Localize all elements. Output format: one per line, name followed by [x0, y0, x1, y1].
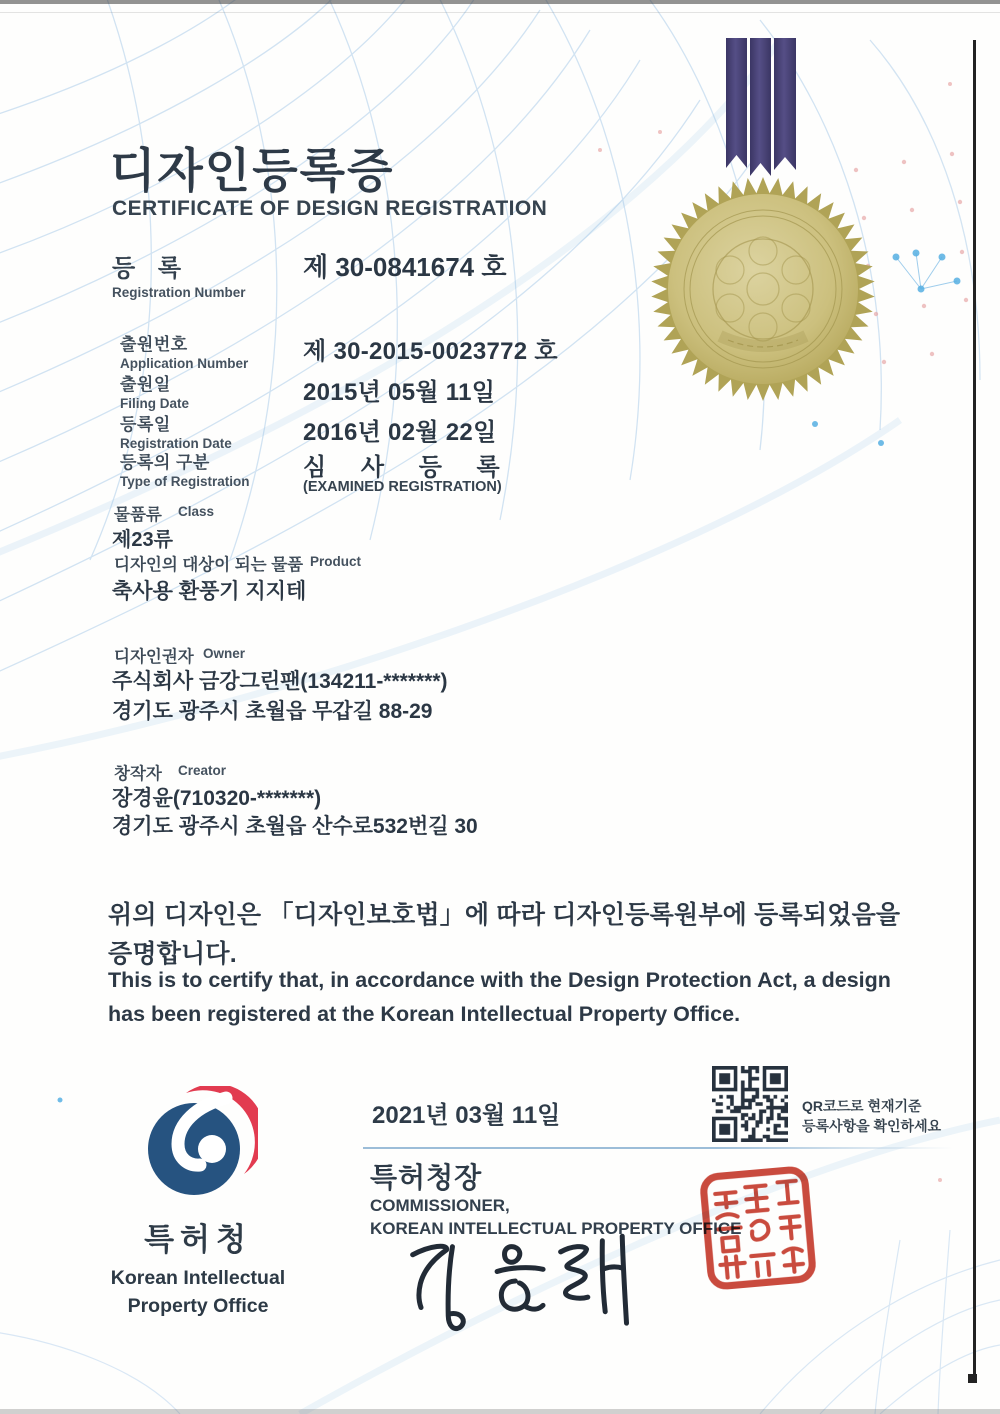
scan-edge-top-faint [0, 12, 1000, 13]
qr-note-line2: 등록사항을 확인하세요 [802, 1118, 942, 1134]
product-label-en: Product [310, 554, 362, 569]
qr-note [802, 1096, 941, 1136]
commissioner-line2: KOREAN INTELLECTUAL PROPERTY OFFICE [370, 1219, 742, 1238]
creator-name: 장경윤(710320-*******) [112, 787, 322, 810]
scan-edge-top [0, 0, 1000, 4]
registration-date-value: 2016년 02월 22일 [303, 419, 497, 446]
registration-type-label-en: Type of Registration [120, 474, 250, 489]
commissioner-line1: COMMISSIONER, [370, 1196, 510, 1215]
filing-date-label-ko: 출원일 [120, 375, 171, 394]
owner-label-ko: 디자인권자 [114, 648, 194, 666]
class-value: 제23류 [112, 529, 173, 551]
registration-type-value-sub: (EXAMINED REGISTRATION) [303, 479, 502, 495]
ribbon-right [774, 38, 796, 170]
class-label-en: Class [178, 504, 215, 519]
qr-note-line1: QR코드로 현재기준 [802, 1098, 922, 1114]
filing-date-value: 2015년 05월 11일 [303, 379, 496, 406]
filing-date-label-en: Filing Date [120, 396, 190, 411]
kipo-taegeuk-logo [138, 1086, 258, 1206]
application-number-label-en: Application Number [120, 356, 249, 371]
kipo-name-en-line1: Korean Intellectual [110, 1267, 286, 1289]
scan-edge-bottom [0, 1409, 1000, 1414]
ribbon-left [726, 38, 747, 168]
application-number-label-ko: 출원번호 [120, 335, 188, 354]
statement-en-line2: has been registered at the Korean Intellectual Property Office. [108, 1002, 741, 1026]
class-label-ko: 물품류 [114, 506, 162, 524]
commissioner-signature [394, 1233, 642, 1339]
registration-type-value: 심 사 등 록 [303, 454, 514, 481]
certificate-title-ko: 디자인등록증 [110, 144, 395, 197]
commissioner-title-ko: 특허청장 [370, 1162, 483, 1193]
ribbon-middle [750, 38, 771, 176]
statement-ko-line2: 증명합니다. [108, 940, 237, 968]
creator-label-en: Creator [178, 763, 227, 778]
registration-date-label-en: Registration Date [120, 436, 232, 451]
owner-label-en: Owner [203, 646, 246, 661]
creator-address: 경기도 광주시 초월읍 산수로532번길 30 [112, 815, 478, 838]
statement-ko-line1: 위의 디자인은 「디자인보호법」에 따라 디자인등록원부에 등록되었음을 [108, 901, 901, 929]
application-number-value: 제 30-2015-0023772 호 [303, 338, 558, 365]
scan-edge-right [973, 40, 976, 1380]
certificate-title-en: CERTIFICATE OF DESIGN REGISTRATION [112, 197, 548, 220]
kipo-name-ko: 특허청 [144, 1222, 252, 1257]
owner-address: 경기도 광주시 초월읍 무갑길 88-29 [112, 700, 433, 723]
registration-number-value: 제 30-0841674 호 [303, 252, 507, 282]
statement-en [108, 963, 928, 1031]
statement-en-line1: This is to certify that, in accordance with the Design Protection Act, a design [108, 968, 891, 992]
qr-code [712, 1066, 788, 1142]
creator-label-ko: 창작자 [114, 765, 162, 783]
gold-foil-seal [650, 176, 876, 402]
scan-edge-right-foot [968, 1374, 977, 1383]
owner-name: 주식회사 금강그린팬(134211-*******) [112, 670, 448, 693]
registration-label-en: Registration Number [112, 285, 246, 300]
product-label-ko: 디자인의 대상이 되는 물품 [114, 556, 304, 574]
issue-date: 2021년 03월 11일 [372, 1102, 561, 1129]
registration-type-label-ko: 등록의 구분 [120, 453, 210, 472]
registration-date-label-ko: 등록일 [120, 415, 171, 434]
kipo-name-en [78, 1264, 318, 1320]
kipo-name-en-line2: Property Office [127, 1295, 269, 1317]
divider-line [363, 1147, 953, 1149]
registration-label-ko: 등 록 [112, 255, 190, 282]
product-value: 축사용 환풍기 지지테 [112, 580, 307, 603]
red-stamp [697, 1163, 819, 1292]
